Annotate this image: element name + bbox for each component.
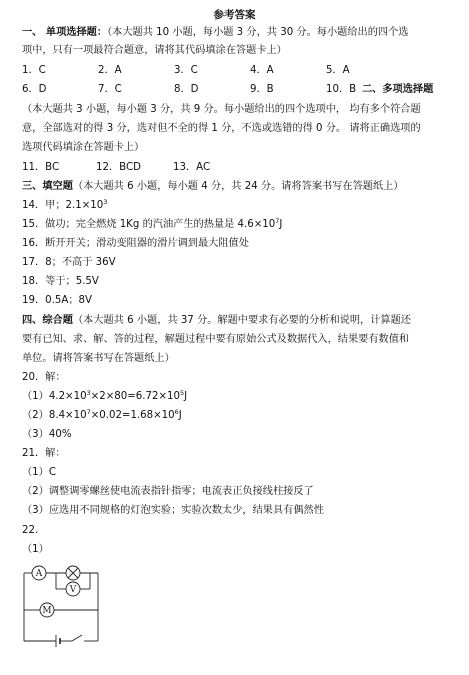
answer-3: 3．C	[174, 65, 198, 76]
section4-head: 四、综合题	[22, 315, 73, 326]
answer-15-text: 15．做功；完全燃烧 1Kg 的汽油产生的热量是 4.6×10	[22, 219, 276, 230]
answer-11: 11．BC	[22, 162, 60, 173]
section4-header	[22, 314, 411, 328]
answer-6: 6．D	[22, 84, 47, 95]
answer-20-2-exp1: 7	[86, 408, 91, 416]
answer-20-2-exp2: 6	[174, 408, 179, 416]
answer-18: 18．等于；5.5V	[22, 276, 99, 287]
answer-12: 12．BCD	[96, 162, 141, 173]
question-22-label: 22．	[22, 525, 46, 536]
ammeter-label: A	[35, 569, 43, 579]
answer-4: 4．A	[250, 65, 274, 76]
switch-lever	[72, 635, 82, 641]
answer-20-3: （3）40%	[22, 429, 72, 440]
answer-17: 17．8；不高于 36V	[22, 257, 116, 268]
section2-desc1: （本大题共 3 小题，每小题 3 分，共 9 分。每小题给出的四个选项中， 均有多个符合题	[22, 104, 421, 115]
question-21-label: 21．解：	[22, 448, 66, 459]
answer-20-1-part-a: （1）4.2×10	[22, 391, 87, 402]
answer-21-2: （2）调整调零螺丝使电流表指针指零；电流表正负接线柱接反了	[22, 486, 314, 497]
section1-head: 一、 单项选择题：	[22, 27, 108, 38]
answer-20-2-part-b: ×0.02=1.68×10	[90, 410, 175, 421]
answer-15-unit: J	[279, 219, 283, 230]
answer-14	[22, 199, 107, 213]
answer-21-1: （1）C	[22, 467, 56, 478]
answer-1: 1．C	[22, 65, 46, 76]
section3-head: 三、填空题	[22, 181, 73, 192]
answer-14-exponent: 3	[103, 198, 108, 206]
answer-14-text: 14．甲；2.1×10	[22, 200, 104, 211]
voltmeter-label: V	[69, 585, 77, 595]
answer-20-2	[22, 409, 182, 423]
motor-label: M	[42, 606, 52, 616]
section4-desc1: （本大题共 6 小题，共 37 分。解题中要求有必要的分析和说明，计算题还	[72, 315, 411, 326]
question-20-label: 20．解：	[22, 372, 66, 383]
section2-head: 二、多项选择题	[362, 84, 434, 95]
answer-7: 7．C	[98, 84, 122, 95]
answer-13: 13．AC	[173, 162, 211, 173]
answer-20-1-part-b: ×2×80=6.72×10	[90, 391, 180, 402]
answer-15	[22, 218, 282, 232]
answer-16: 16．断开开关；滑动变阻器的滑片调到最大阻值处	[22, 238, 249, 249]
circuit-diagram	[18, 563, 110, 647]
answer-9: 9．B	[250, 84, 274, 95]
answer-5: 5．A	[326, 65, 350, 76]
section3-desc: （本大题共 6 小题，每小题 4 分，共 24 分。请将答案书写在答题纸上）	[72, 181, 404, 192]
answer-15-exponent: 7	[275, 217, 280, 225]
section4-desc2: 要有已知、求、解、答的过程，解题过程中要有原始公式及数据代入，结果要有数值和	[22, 334, 410, 345]
answer-19: 19．0.5A；8V	[22, 295, 92, 306]
answer-20-1-exp1: 3	[86, 389, 91, 397]
section4-desc3: 单位。请将答案书写在答题纸上）	[22, 353, 175, 364]
answer-20-1-unit: J	[184, 391, 188, 402]
answer-10: 10．B	[326, 84, 357, 95]
section1-desc1: （本大题共 10 小题，每小题 3 分，共 30 分。每小题给出的四个选	[107, 27, 409, 38]
page-title: 参考答案	[213, 9, 256, 21]
answer-2: 2．A	[98, 65, 122, 76]
answer-20-2-unit: J	[178, 410, 182, 421]
answer-8: 8．D	[174, 84, 199, 95]
section1-desc2: 项中，只有一项最符合题意，请将其代码填涂在答题卡上）	[22, 45, 287, 56]
answer-22-1-label: （1）	[22, 544, 49, 555]
section1-header	[22, 26, 408, 40]
answer-20-1-exp2: 5	[179, 389, 185, 397]
answer-20-1	[22, 390, 187, 404]
answer-21-3: （3）应选用不同规格的灯泡实验；实验次数太少，结果具有偶然性	[22, 505, 324, 516]
section2-desc2: 意，全部选对的得 3 分，选对但不全的得 1 分，不选或选错的得 0 分。 请将正确选项的	[22, 123, 421, 134]
answer-20-2-part-a: （2）8.4×10	[22, 410, 87, 421]
section3-header	[22, 180, 404, 194]
section2-desc3: 选项代码填涂在答题卡上）	[22, 142, 145, 153]
